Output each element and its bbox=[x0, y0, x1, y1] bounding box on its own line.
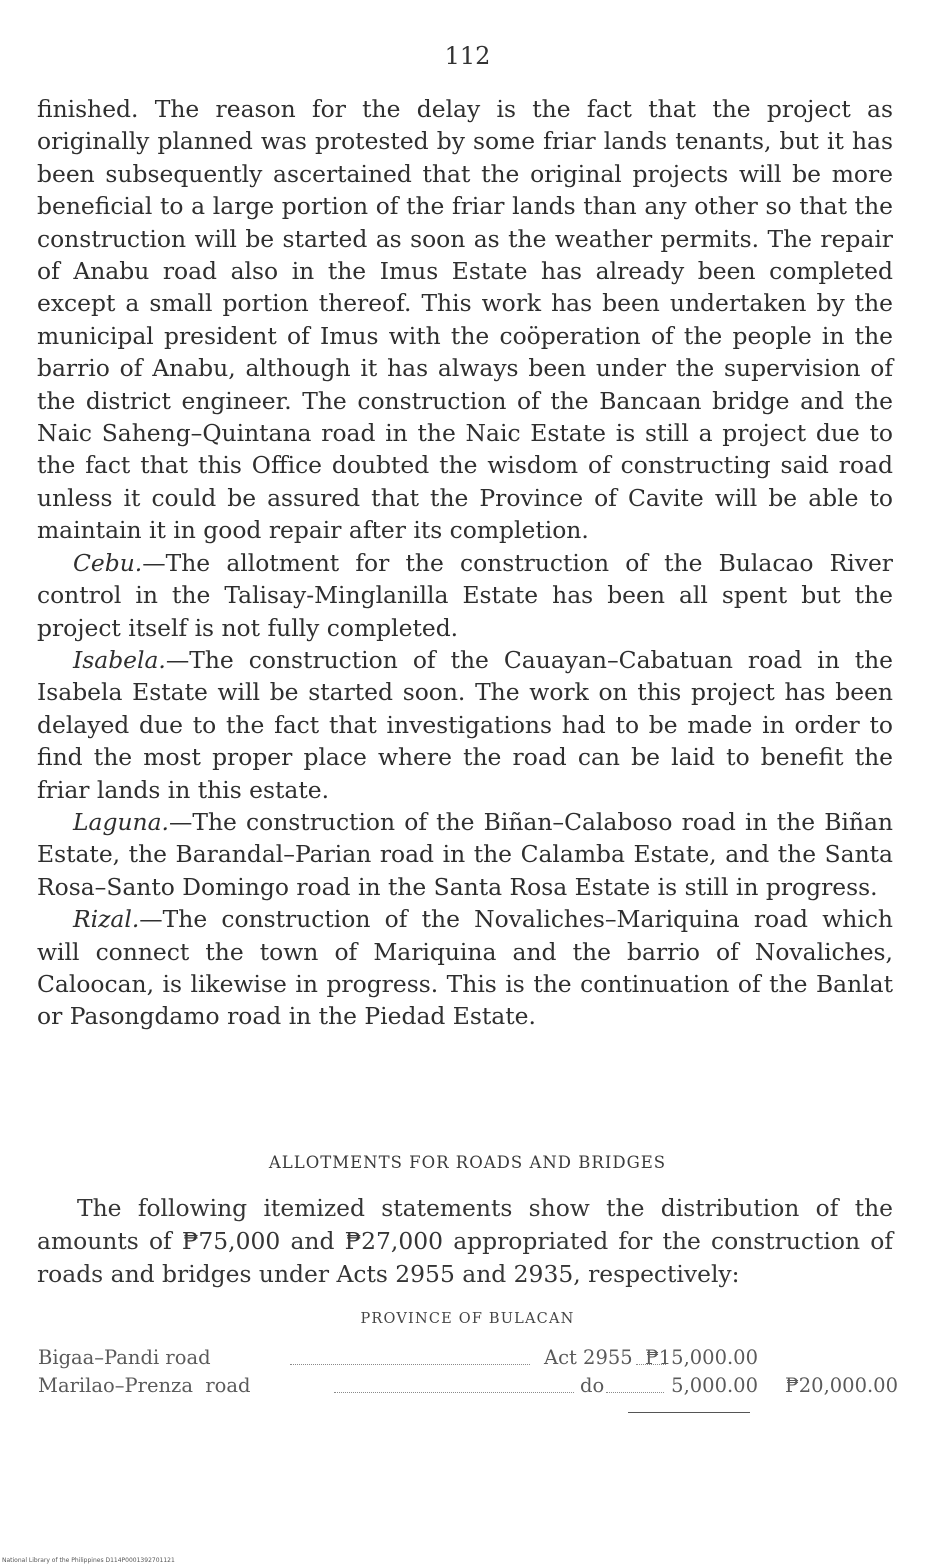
province-heading: PROVINCE OF BULACAN bbox=[360, 1311, 575, 1327]
amount: ₱15,000.00 bbox=[644, 1346, 758, 1369]
act-reference: Act 2955 bbox=[544, 1346, 633, 1369]
paragraph-text: finished. The reason for the delay is the fact that the project as originally planned was protested by some friar lands tenants, but it has been subsequently ascertained that the original projects will be more beneficial to a large portion of the friar lands than any other so that the construction will be started as soon as the weather permits. The repair of Anabu road also in the Imus Estate has already been completed except a small portion thereof. This work has been undertaken by the municipal president of Imus with the coöperation of the people in the barrio of Anabu, although it has always been under the supervision of the district engineer. The construction of the Bancaan bridge and the Naic Saheng–Quintana road in the Naic Estate is still a project due to the fact that this Office doubted the wisdom of constructing said road unless it could be assured that the Province of Cavite will be able to maintain it in good repair after its completion. bbox=[37, 95, 893, 545]
paragraph-lead: Rizal. bbox=[73, 905, 140, 934]
paragraph-laguna bbox=[37, 806, 893, 903]
body-text bbox=[37, 93, 893, 1033]
allotment-row bbox=[38, 1346, 898, 1374]
dot-leader bbox=[290, 1346, 530, 1365]
paragraph bbox=[37, 93, 893, 547]
subtotal-rule bbox=[628, 1412, 750, 1413]
paragraph-isabela bbox=[37, 644, 893, 806]
paragraph-cebu bbox=[37, 547, 893, 644]
footer-note: National Library of the Philippines D114P0001392701121 bbox=[2, 1557, 175, 1564]
paragraph-lead: Isabela. bbox=[73, 645, 166, 674]
intro-text: The following itemized statements show the distribution of the amounts of ₱75,000 and ₱27,000 appropriated for the construction of roads and bridges under Acts 2955 and 2935, respectively: bbox=[37, 1194, 893, 1288]
road-name: Bigaa–Pandi road bbox=[38, 1346, 211, 1369]
road-name: Marilao–Prenza road bbox=[38, 1374, 251, 1397]
dot-leader bbox=[334, 1374, 574, 1393]
paragraph-text: —The allotment for the construction of the Bulacao River control in the Talisay-Minglanilla Estate has been all spent but the project itself is not fully completed. bbox=[37, 548, 893, 642]
paragraph-lead: Cebu. bbox=[73, 548, 143, 577]
dot-leader bbox=[606, 1374, 664, 1393]
amount: 5,000.00 bbox=[671, 1374, 758, 1397]
paragraph-rizal bbox=[37, 903, 893, 1033]
act-reference: do bbox=[580, 1374, 605, 1397]
intro-paragraph bbox=[37, 1192, 893, 1291]
page-number: 112 bbox=[444, 42, 491, 70]
section-heading: ALLOTMENTS FOR ROADS AND BRIDGES bbox=[268, 1153, 667, 1172]
allotment-row bbox=[38, 1374, 898, 1402]
total: ₱20,000.00 bbox=[784, 1374, 898, 1397]
paragraph-text: —The construction of the Cauayan–Cabatuan road in the Isabela Estate will be started soon. The work on this project has been delayed due to the fact that investigations had to be made in order to find the most proper place where the road can be laid to benefit the friar lands in this estate. bbox=[37, 645, 893, 804]
paragraph-text: —The construction of the Novaliches–Mariquina road which will connect the town of Mariquina and the barrio of Novaliches, Caloocan, is likewise in progress. This is the continuation of the Banlat or Pasongdamo road in the Piedad Estate. bbox=[37, 905, 893, 1031]
paragraph-lead: Laguna. bbox=[73, 807, 169, 836]
paragraph-text: —The construction of the Biñan–Calaboso road in the Biñan Estate, the Barandal–Parian road in the Calamba Estate, and the Santa Rosa–Santo Domingo road in the Santa Rosa Estate is still in progress. bbox=[37, 807, 893, 901]
